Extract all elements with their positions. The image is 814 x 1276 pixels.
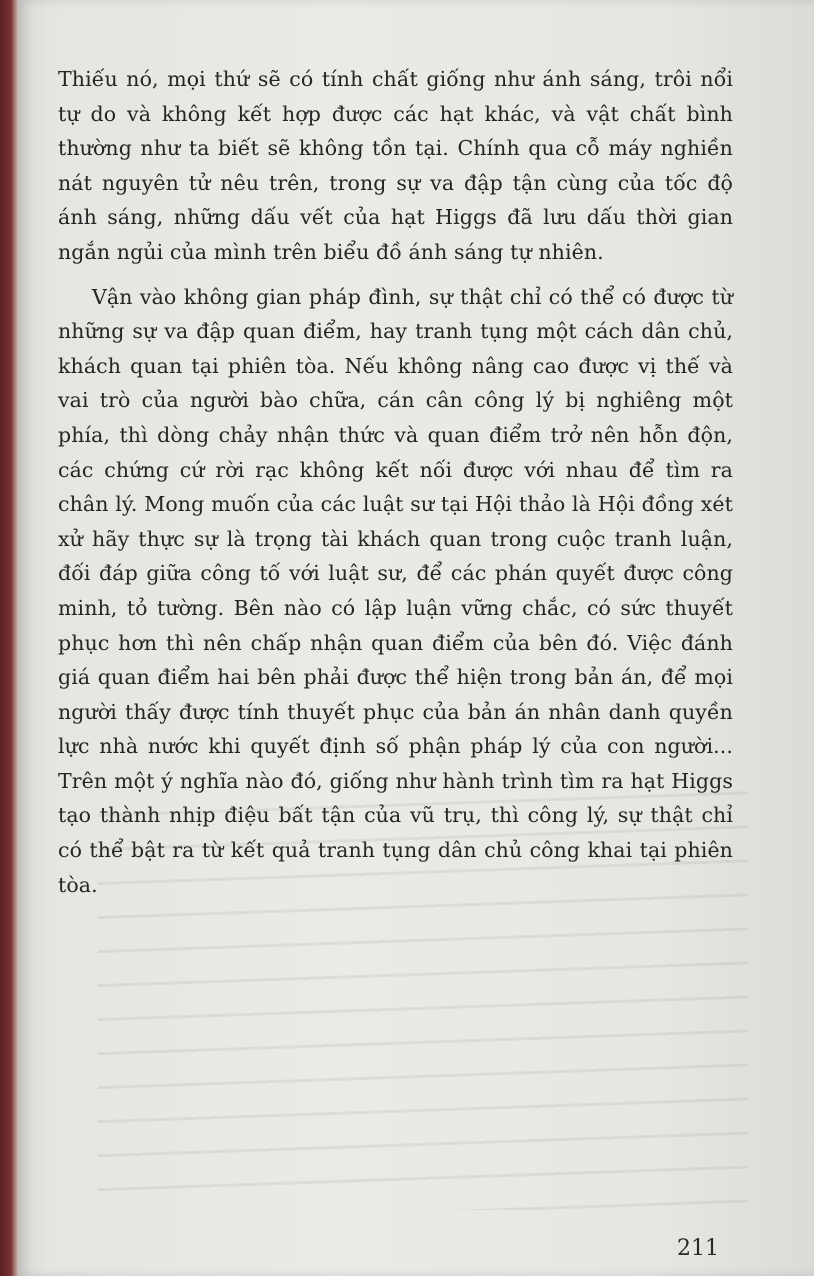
book-page: [18, 0, 814, 1276]
body-text: [58, 62, 733, 902]
paragraph-2: Vận vào không gian pháp đình, sự thật chỉ có thể có được từ những sự va đập quan điểm, hay tranh tụng một cách dân chủ, khách quan tại phiên tòa. Nếu không nâng cao được vị thế và vai trò của người bào chữa, cán cân công lý bị nghiêng một phía, thì dòng chảy nhận thức và quan điểm trở nên hỗn độn, các chứng cứ rời rạc không kết nối được với nhau để tìm ra chân lý. Mong muốn của các luật sư tại Hội thảo là Hội đồng xét xử hãy thực sự là trọng tài khách quan trong cuộc tranh luận, đối đáp giữa công tố với luật sư, để các phán quyết được công minh, tỏ tường. Bên nào có lập luận vững chắc, có sức thuyết phục hơn thì nên chấp nhận quan điểm của bên đó. Việc đánh giá quan điểm hai bên phải được thể hiện trong bản án, để mọi người thấy được tính thuyết phục của bản án nhân danh quyền lực nhà nước khi quyết định số phận pháp lý của con người... Trên một ý nghĩa nào đó, giống như hành trình tìm ra hạt Higgs tạo thành nhịp điệu bất tận của vũ trụ, thì công lý, sự thật chỉ có thể bật ra từ kết quả tranh tụng dân chủ công khai tại phiên tòa.: [58, 284, 733, 897]
book-spine-edge: [0, 0, 18, 1276]
paragraph-1: Thiếu nó, mọi thứ sẽ có tính chất giống như ánh sáng, trôi nổi tự do và không kết hợp được các hạt khác, và vật chất bình thường như ta biết sẽ không tồn tại. Chính qua cỗ máy nghiền nát nguyên tử nêu trên, trong sự va đập tận cùng của tốc độ ánh sáng, những dấu vết của hạt Higgs đã lưu dấu thời gian ngắn ngủi của mình trên biểu đồ ánh sáng tự nhiên.: [58, 67, 733, 264]
page-number: 211: [677, 1236, 719, 1261]
